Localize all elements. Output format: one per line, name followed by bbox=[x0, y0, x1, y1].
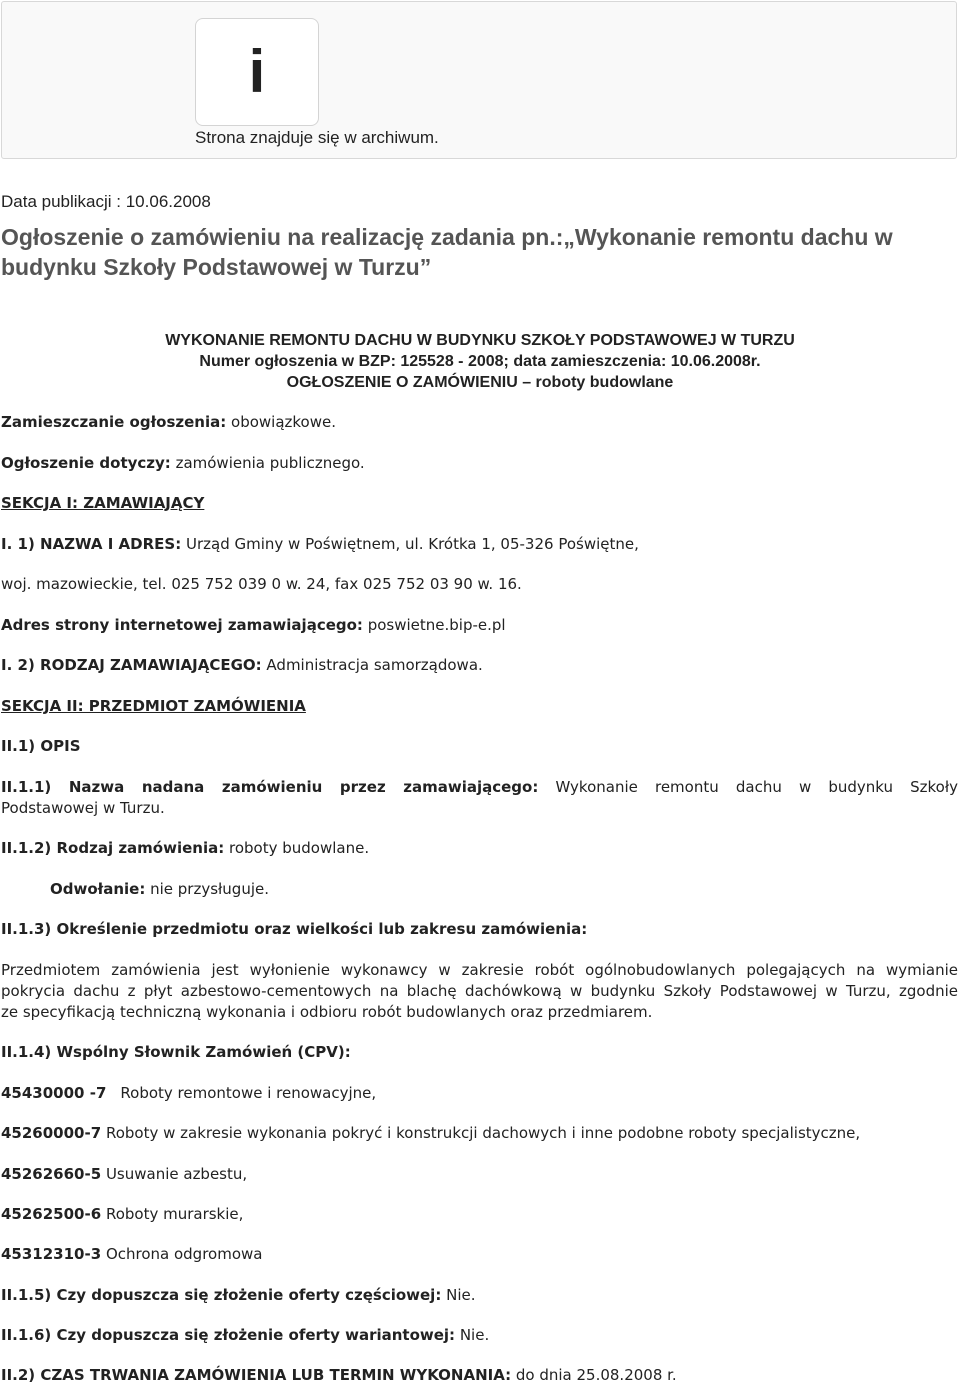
publication-date: Data publikacji : 10.06.2008 bbox=[1, 192, 211, 211]
scope-text-2: pokrycia dachu z płyt azbestowo-cementowych na blachę dachówkową w budynku Szkoły Podstawowej w Turzu, zgodnie bbox=[1, 982, 958, 1000]
scope-heading: II.1.3) Określenie przedmiotu oraz wielkości lub zakresu zamówienia: bbox=[1, 920, 588, 938]
cpv-item: 45262500-6 Roboty murarskie, bbox=[1, 1205, 244, 1223]
contracting-name-line: I. 1) NAZWA I ADRES: Urząd Gminy w Poświętnem, ul. Krótka 1, 05-326 Poświętne, bbox=[1, 535, 639, 553]
order-name-line: II.1.1) Nazwa nadana zamówieniu przez zamawiającego: Wykonanie remontu dachu w budynku Szkoły bbox=[1, 778, 958, 796]
header-line-3: OGŁOSZENIE O ZAMÓWIENIU – roboty budowlane bbox=[286, 374, 674, 391]
duration-line: II.2) CZAS TRWANIA ZAMÓWIENIA LUB TERMIN WYKONANIA: do dnia 25.08.2008 r. bbox=[1, 1366, 677, 1384]
archive-message: Strona znajduje się w archiwum. bbox=[195, 128, 439, 147]
variant-offer-line: II.1.6) Czy dopuszcza się złożenie oferty wariantowej: Nie. bbox=[1, 1326, 490, 1344]
page-title: Ogłoszenie o zamówieniu na realizację zadania pn.:„Wykonanie remontu dachu w budynku Szkoły Podstawowej w Turzu” bbox=[1, 224, 893, 280]
website-line: Adres strony internetowej zamawiającego: poswietne.bip-e.pl bbox=[1, 616, 506, 634]
section-2-heading: SEKCJA II: PRZEDMIOT ZAMÓWIENIA bbox=[1, 697, 306, 715]
concerns-line: Ogłoszenie dotyczy: zamówienia publicznego. bbox=[1, 454, 365, 472]
archive-banner bbox=[1, 1, 957, 159]
cpv-item: 45430000 -7 Roboty remontowe i renowacyjne, bbox=[1, 1084, 377, 1102]
contracting-address-line: woj. mazowieckie, tel. 025 752 039 0 w. 24, fax 025 752 03 90 w. 16. bbox=[1, 575, 522, 593]
contracting-type-line: I. 2) RODZAJ ZAMAWIAJĄCEGO: Administracja samorządowa. bbox=[1, 656, 483, 674]
section-1-heading: SEKCJA I: ZAMAWIAJĄCY bbox=[1, 494, 205, 512]
partial-offer-line: II.1.5) Czy dopuszcza się złożenie oferty częściowej: Nie. bbox=[1, 1286, 476, 1304]
scope-text-1: Przedmiotem zamówienia jest wyłonienie wykonawcy w zakresie robót ogólnobudowlanych polegających na wymianie bbox=[1, 961, 958, 979]
description-heading: II.1) OPIS bbox=[1, 737, 81, 755]
order-type-line: II.1.2) Rodzaj zamówienia: roboty budowlane. bbox=[1, 839, 370, 857]
cpv-heading: II.1.4) Wspólny Słownik Zamówień (CPV): bbox=[1, 1043, 351, 1061]
placement-line: Zamieszczanie ogłoszenia: obowiązkowe. bbox=[1, 413, 336, 431]
header-line-1: WYKONANIE REMONTU DACHU W BUDYNKU SZKOŁY PODSTAWOWEJ W TURZU bbox=[165, 332, 795, 349]
order-name-cont: Podstawowej w Turzu. bbox=[1, 799, 165, 817]
header-line-2: Numer ogłoszenia w BZP: 125528 - 2008; data zamieszczenia: 10.06.2008r. bbox=[199, 353, 761, 370]
appeal-line: Odwołanie: nie przysługuje. bbox=[50, 880, 269, 898]
info-icon: i bbox=[195, 18, 319, 126]
cpv-item: 45262660-5 Usuwanie azbestu, bbox=[1, 1165, 248, 1183]
cpv-item: 45312310-3 Ochrona odgromowa bbox=[1, 1245, 263, 1263]
cpv-item: 45260000-7 Roboty w zakresie wykonania pokryć i konstrukcji dachowych i inne podobne roboty specjalistyczne, bbox=[1, 1124, 861, 1142]
scope-text-3: ze specyfikacją techniczną wykonania i odbioru robót budowlanych oraz przedmiarem. bbox=[1, 1003, 653, 1021]
